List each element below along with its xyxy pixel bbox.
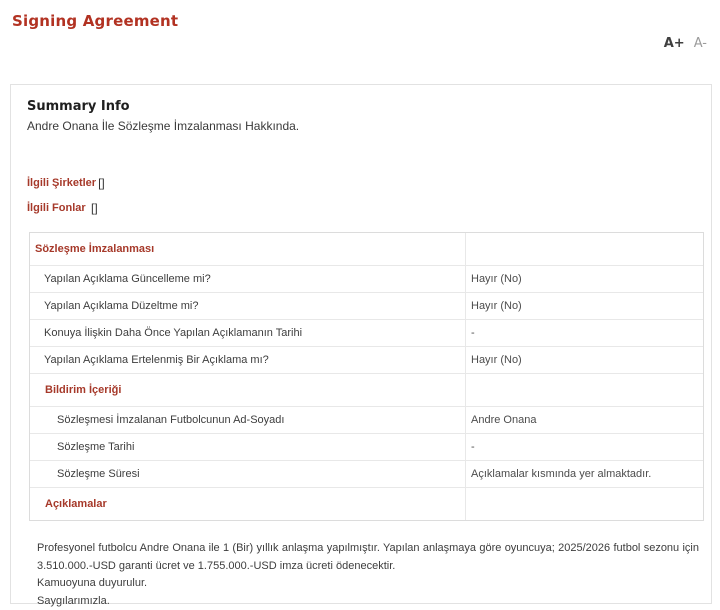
announcement-paragraph: Profesyonel futbolcu Andre Onana ile 1 (Bir) yıllık anlaşma yapılmıştır. Yapılan anlaşmaya göre oyuncuya; 2025/2026 futbol sezonu için 3.510.000.-USD garanti ücret ve 1.755.000.-USD imza ücreti ödenecektir.	[37, 540, 699, 575]
row-label: Yapılan Açıklama Güncelleme mi?	[30, 266, 466, 292]
related-companies-label: İlgili Şirketler	[27, 177, 96, 189]
table-row	[30, 406, 703, 433]
font-decrease-button[interactable]: A-	[694, 36, 707, 51]
row-label: Sözleşme Süresi	[30, 461, 466, 487]
row-value	[466, 488, 703, 520]
table-row	[30, 233, 703, 265]
related-funds-label: İlgili Fonlar	[27, 202, 89, 214]
related-companies-row	[27, 170, 695, 195]
font-size-controls	[664, 36, 707, 51]
row-value: Hayır (No)	[466, 347, 703, 373]
row-label: Açıklamalar	[30, 488, 466, 520]
announcement-line3: Saygılarımızla.	[37, 593, 699, 610]
table-row	[30, 346, 703, 373]
row-value: Hayır (No)	[466, 293, 703, 319]
table-row	[30, 265, 703, 292]
related-funds-value: []	[91, 201, 98, 215]
table-row	[30, 487, 703, 520]
row-label: Sözleşme Tarihi	[30, 434, 466, 460]
announcement-line2: Kamuoyuna duyurulur.	[37, 575, 699, 593]
disclosure-card	[10, 84, 712, 604]
related-section	[27, 170, 695, 220]
row-value: Andre Onana	[466, 407, 703, 433]
related-funds-row	[27, 195, 695, 220]
table-row	[30, 319, 703, 346]
disclosure-table	[29, 232, 704, 521]
table-row	[30, 292, 703, 319]
table-row	[30, 373, 703, 406]
summary-heading: Summary Info	[27, 99, 695, 114]
row-value: Hayır (No)	[466, 266, 703, 292]
row-value	[466, 374, 703, 406]
table-row	[30, 433, 703, 460]
related-companies-value: []	[98, 176, 105, 190]
row-label: Bildirim İçeriği	[30, 374, 466, 406]
row-value: -	[466, 320, 703, 346]
announcement-text	[37, 540, 699, 610]
row-label: Yapılan Açıklama Ertelenmiş Bir Açıklama mı?	[30, 347, 466, 373]
table-row	[30, 460, 703, 487]
row-label: Sözleşmesi İmzalanan Futbolcunun Ad-Soyadı	[30, 407, 466, 433]
row-label: Konuya İlişkin Daha Önce Yapılan Açıklamanın Tarihi	[30, 320, 466, 346]
summary-subtitle: Andre Onana İle Sözleşme İmzalanması Hakkında.	[27, 119, 695, 133]
page-title: Signing Agreement	[12, 12, 178, 30]
row-value: -	[466, 434, 703, 460]
row-value	[466, 233, 703, 265]
row-label: Sözleşme İmzalanması	[30, 233, 466, 265]
font-increase-button[interactable]: A+	[664, 36, 685, 51]
row-value: Açıklamalar kısmında yer almaktadır.	[466, 461, 703, 487]
row-label: Yapılan Açıklama Düzeltme mi?	[30, 293, 466, 319]
